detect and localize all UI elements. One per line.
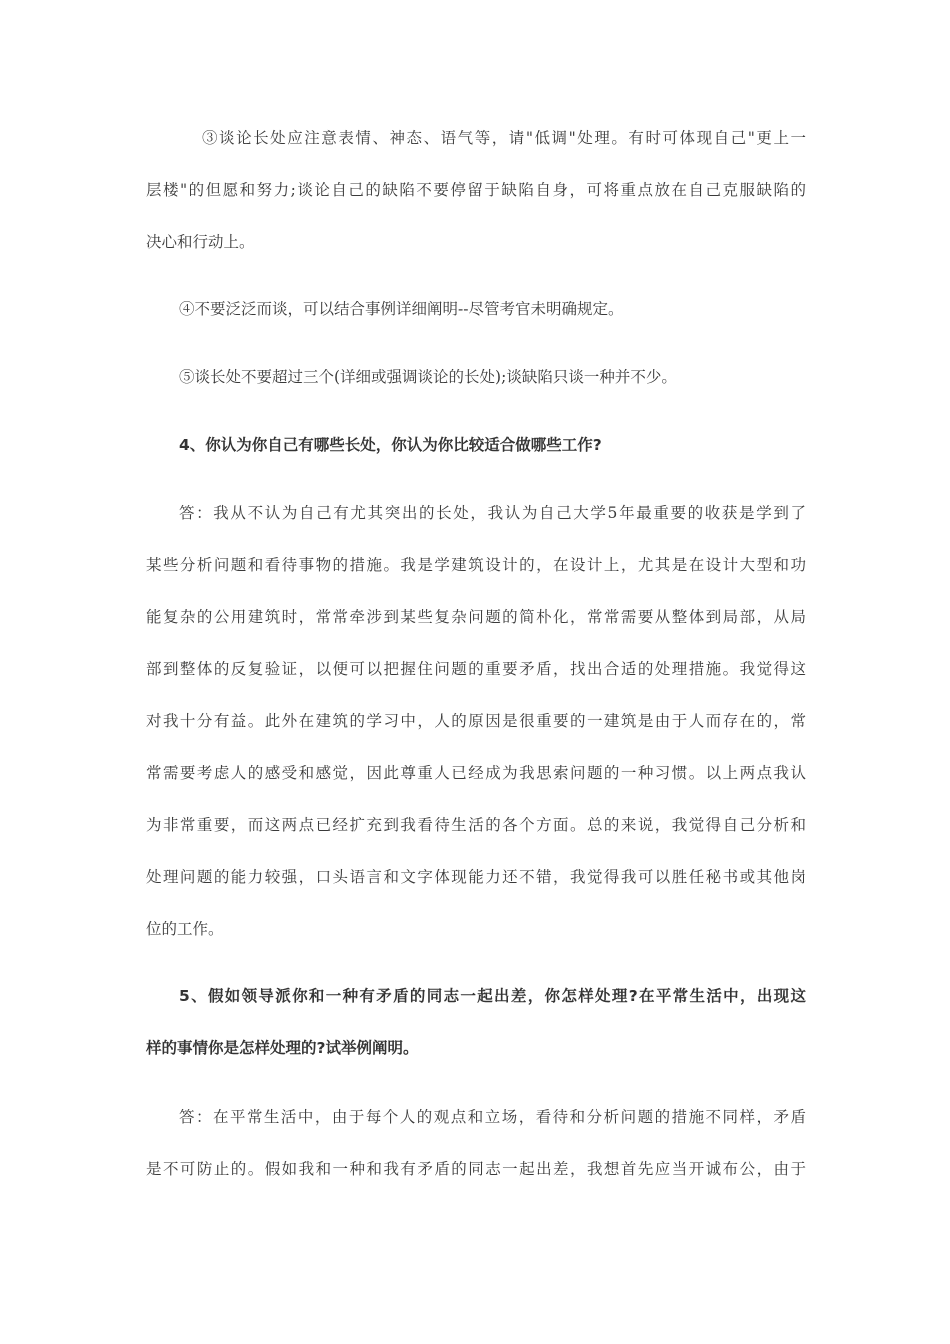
- paragraph-line: 处理问题的能力较强，口头语言和文字体现能力还不错，我觉得我可以胜任秘书或其他岗: [146, 868, 806, 886]
- paragraph-line: 常需要考虑人的感受和感觉，因此尊重人已经成为我思索问题的一种习惯。以上两点我认: [146, 764, 806, 782]
- paragraph-line: 是不可防止的。假如我和一种和我有矛盾的同志一起出差，我想首先应当开诚布公，由于: [146, 1160, 806, 1178]
- paragraph-line: 对我十分有益。此外在建筑的学习中，人的原因是很重要的一建筑是由于人而存在的，常: [146, 712, 806, 730]
- paragraph-line: 部到整体的反复验证，以便可以把握住问题的重要矛盾，找出合适的处理措施。我觉得这: [146, 660, 806, 678]
- paragraph-line: 某些分析问题和看待事物的措施。我是学建筑设计的，在设计上，尤其是在设计大型和功: [146, 556, 806, 574]
- paragraph-line: 答：在平常生活中，由于每个人的观点和立场，看待和分析问题的措施不同样，矛盾: [179, 1108, 806, 1126]
- paragraph-line: 为非常重要，而这两点已经扩充到我看待生活的各个方面。总的来说，我觉得自己分析和: [146, 816, 806, 834]
- question-5-heading: [146, 970, 806, 1074]
- paragraph-line: 层楼"的但愿和努力;谈论自己的缺陷不要停留于缺陷自身，可将重点放在自己克服缺陷的: [146, 181, 806, 199]
- paragraph-line: ⑤谈长处不要超过三个(详细或强调谈论的长处);谈缺陷只谈一种并不少。: [179, 368, 677, 386]
- paragraph-tip-4: [146, 283, 806, 335]
- paragraph-line: 决心和行动上。: [146, 233, 255, 251]
- paragraph-line: ③谈论长处应注意表情、神态、语气等，请"低调"处理。有时可体现自己"更上一: [202, 129, 806, 147]
- heading-line: 4、你认为你自己有哪些长处，你认为你比较适合做哪些工作?: [179, 436, 602, 454]
- paragraph-line: ④不要泛泛而谈，可以结合事例详细阐明--尽管考官未明确规定。: [179, 300, 624, 318]
- heading-line: 5、假如领导派你和一种有矛盾的同志一起出差，你怎样处理?在平常生活中，出现这: [179, 987, 806, 1005]
- paragraph-line: 答：我从不认为自己有尤其突出的长处，我认为自己大学5年最重要的收获是学到了: [179, 504, 806, 522]
- paragraph-line: 位的工作。: [146, 920, 224, 938]
- paragraph-tip-3: [146, 112, 806, 268]
- heading-line: 样的事情你是怎样处理的?试举例阐明。: [146, 1039, 419, 1057]
- paragraph-line: 能复杂的公用建筑时，常常牵涉到某些复杂问题的简朴化，常常需要从整体到局部，从局: [146, 608, 806, 626]
- paragraph-tip-5: [146, 351, 806, 403]
- answer-5: [146, 1091, 806, 1195]
- question-4-heading: [146, 419, 806, 471]
- answer-4: [146, 487, 806, 955]
